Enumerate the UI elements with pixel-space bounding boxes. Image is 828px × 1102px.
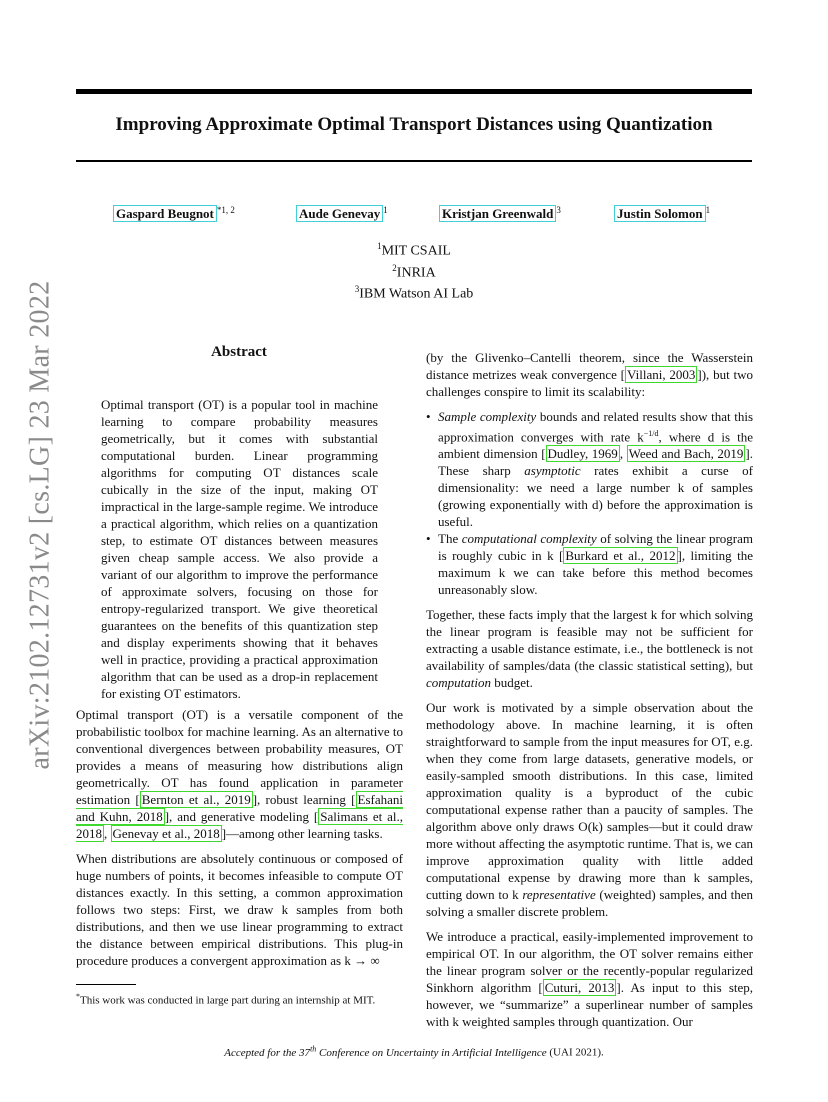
author-genevay[interactable] [296,205,388,222]
body-paragraph-1: (by the Glivenko–Cantelli theorem, since the Wasserstein distance metrizes weak convergence [ Villani, 2003 ]), but two challenges conspire to limit its scalability: [426,350,753,399]
conference-note: Accepted for the 37th Conference on Uncertainty in Artificial Intelligence (UAI 2021). [224,1044,604,1059]
challenge-list [426,408,753,598]
affiliation: $^1$MIT CSAIL [377,241,451,259]
author-name[interactable]: Kristjan Greenwald [439,205,556,222]
citation-link[interactable]: Weed and Bach, 2019 [628,446,744,462]
citation-link[interactable]: Burkard et al., 2012 [565,548,676,564]
citation-link[interactable]: Esfahani and Kuhn, 2018 [76,792,403,824]
title-rule [76,160,752,162]
affiliations [300,238,528,303]
abstract-text: Optimal transport (OT) is a popular tool in machine learning to compare probability measures geometrically, but it comes with substantial computational burden. Linear programming algorithms for computing OT distances scale cubically in the size of the input, making OT impractical in the large-sample regime. We introduce a practical algorithm, which relies on a quantization step, to estimate OT distances between measures given cheap sample access. We also provide a variant of our algorithm to improve the performance of approximate solvers, focusing on those for entropy-regularized transport. We give theoretical guarantees on the benefits of this quantization step and display experiments showing that it behaves well in practice, providing a practical approximation algorithm that can be used as a drop-in replacement for existing OT estimators. [101,397,378,701]
body-paragraph-4: We introduce a practical, easily-implemented improvement to empirical OT. In our algorithm, the OT solver remains either the linear program solver or the recently-popular regularized Sinkhorn algorithm [ Cuturi, 2013 ]. As input to this step, however, we “summarize” a superlinear number of samples with k weighted samples through quantization. Our [426,929,754,1030]
intro-paragraph-1: Optimal transport (OT) is a versatile component of the probabilistic toolbox for machine learning. As an alternative to conventional divergences between probability measures, OT provides a means of measuring how distributions align geometrically. OT has found application in parameter estimation [ Bernton et al., 2019 ], robust learning [ Esfahani and Kuhn, 2018 ], and generative modeling [ Salimans et al., 2018 , Genevay et al., 2018 ]—among other learning tasks. [76,707,403,841]
author-beugnot[interactable] [113,205,235,222]
arxiv-stamp [22,280,58,770]
author-name[interactable]: Justin Solomon [614,205,706,222]
body-paragraph-2: Together, these facts imply that the largest k for which solving the linear program is feasible may not be sufficient for extracting a usable distance estimate, i.e., the bottleneck is not availability of samples/data (the classic statistical setting), but computation budget. [426,607,753,691]
intro-paragraph-2: When distributions are absolutely continuous or composed of huge numbers of points, it becomes infeasible to compute OT distances exactly. In this setting, a common approximation follows two steps: First, we draw k samples from both distributions, and then we use linear programming to extract the distance between empirical distributions. This plug-in procedure produces a convergent approximation as k → ∞ [76,851,403,968]
bullet-icon: • [426,531,431,547]
citation-link[interactable]: Genevay et al., 2018 [112,826,220,841]
citation-link[interactable]: Villani, 2003 [627,367,696,382]
left-column [76,706,403,977]
author-affil-mark: 3 [556,205,561,215]
author-affil-mark: *1, 2 [216,205,235,215]
author-name[interactable]: Aude Genevay [296,205,383,222]
affiliation: $^2$INRIA [392,262,436,281]
bullet-icon: • [426,409,431,424]
list-item: • Sample complexity bounds and related results show that this approximation converges with rate $k^{-1/d}$, where d is the ambient dimension [ Dudley, 1969 , Weed and Bach, 2019 ]. These sharp asymptotic rates exhibit a curse of dimensionality: we need a large number k of samples (growing exponentially with d) before the approximation is useful. [426,409,754,530]
citation-link[interactable]: Dudley, 1969 [547,446,618,462]
footnote-rule [76,984,136,985]
citation-link[interactable]: Salimans et al., 2018 [76,809,403,841]
author-solomon[interactable] [614,205,710,222]
author-greenwald[interactable] [439,205,561,222]
abstract-heading: Abstract [211,344,267,360]
footnote: *This work was conducted in large part during an internship at MIT. [76,992,376,1007]
arxiv-stamp-text: arXiv:2102.12731v2 [cs.LG] 23 Mar 2022 [24,280,56,770]
author-affil-mark: 1 [383,205,388,215]
author-affil-mark: 1 [705,205,711,215]
affiliation: $^3$IBM Watson AI Lab [354,284,474,302]
citation-link[interactable]: Cuturi, 2013 [544,980,615,996]
list-item: • The computational complexity of solving the linear program is roughly cubic in k [ Burkard et al., 2012 ], limiting the maximum k we can take before this method becomes unreasonably slow. [426,531,753,598]
right-column [426,349,753,1038]
author-name[interactable]: Gaspard Beugnot [113,205,217,222]
paper-title: Improving Approximate Optimal Transport Distances using Quantization [115,114,713,135]
citation-link[interactable]: Bernton et al., 2019 [141,792,251,807]
body-paragraph-3: Our work is motivated by a simple observation about the methodology above. In machine learning, it is often straightforward to sample from the input measures for OT, e.g. when they come from large datasets, generative models, or easily-sampled smooth distributions. In this case, limited approximation quality is a byproduct of the cubic computational expense rather than a paucity of samples. The algorithm above only draws O(k) samples—but it could draw more without affecting the asymptotic runtime. That is, we can improve approximation quality with little added computational expense by drawing more than k samples, cutting down to k representative (weighted) samples, and then solving a smaller discrete problem. [426,700,754,920]
top-rule [76,89,752,94]
